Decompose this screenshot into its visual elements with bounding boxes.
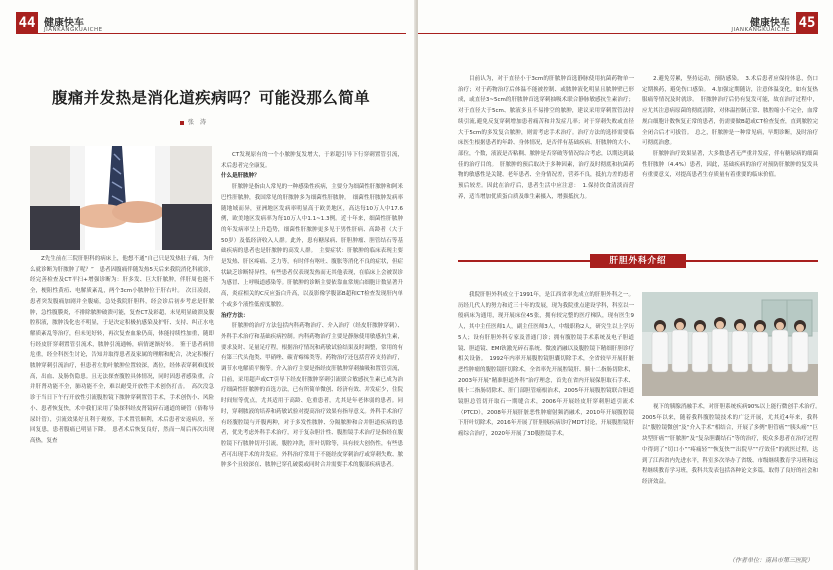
magazine-name: 健康快车 xyxy=(44,18,84,29)
column-3 xyxy=(458,74,634,250)
section-header xyxy=(458,254,818,268)
col3-paragraph: 目前认为，对于直径小于3cm的肝脓肿首选静脉使用抗菌药物单一治疗；对于药物治疗后体温不能被控制、或脓肿液化明显且脓肿壁已形成，或直径3~5cm的肝脓肿首选穿刺抽吸术联合静脉敏感抗生素治疗；对于直径大于5cm、脓液多且不易排空的脓肿，建议采用穿刺置管法持续引流,避免反复穿刺增加患者痛苦和并发症几率；对于穿刺失败或直径大于5cm的多发复合脓肿，则需考虑手术治疗。治疗方法的选择需要临床医生根据患者的年龄、身体情况，是否伴有基础疾病、肝脓肿的大小、部位，个数，液液是否粘稠、脓肿是否穿破等情况综合考虑，以期达到最佳的治疗目的。 肝脓肿的预后取决于多种因素，治疗及时彻底和抗菌药物的敏感性是关键、老年患者、全身情况差，营养不良，抵抗力差的患者预后较差。因此在治疗后，患者生活中应注意： 1.保持饮食清淡而营养，适当增加优质蛋白质及维生素摄入，增强抵抗力。 xyxy=(458,76,635,200)
subheading-treatment: 治疗方法： xyxy=(221,312,249,319)
col2-paragraph-2: 肝脓肿是指由人常见的一种感染性疾病，主要分为细菌性肝脓肿和阿米巴性肝脓肿，我国常见的肝脓肿多为细菌性肝脓肿。 细菌性肝脓肿发病率随地域而异，亚洲地区发病率明显高于欧美地区，高达每10万人中17.6例，欧美地区发病率为每10万人中1.1~1.3例。近十年来，细菌性肝脓肿的年发病率呈上升趋势，细菌性肝脓肿更多见于男性肝病、高龄者（大于50岁）及低经济收入人群。此外，患有糖尿病、肝胆肿瘤、胆管结石等基础疾病的患者也是肝脓肿的高发人群。 主要症状：肝脓肿的临床表现主要是发热、肝区疼痛、乏力等，有时伴有呕吐、腹胀等消化不良的症状，但症状缺乏诊断特异性，有些患者仅表现发热而无其他表现，在临床上会被误诊为感冒、上呼吸道感染等。肝脓肿的诊断主要依靠血常规白细胞计数显著升高，炎症相关的C反应蛋白升高，以及影像学腹部B超和CT检查发现肝内单个或多个液性低密度脓腔。 xyxy=(221,184,403,308)
left-folio xyxy=(16,12,396,40)
byline-marker xyxy=(180,121,184,125)
magazine-name: 健康快车 xyxy=(750,18,790,29)
col2-paragraph-3: 肝脓肿的治疗方法包括内科药物治疗、介入治疗（经皮肝脓肿穿刺）、外科手术治疗和基础疾病控制。内科药物治疗主要是静脉使用敏感抗生素，要求及时、足量足疗程，根据治疗情况和药敏试验结果及时调整，常用的有有第三代头孢类、甲硝唑、碳青霉烯类等。药物治疗还包括营养支持治疗，调节水电解质平衡等。介入治疗主要是指经皮肝脓肿穿刺抽吸和置管引流，目前，采用超声或CT引导下经皮肝脓肿穿刺引流联合敏感抗生素已成为治疗细菌性肝脓肿的首选方法，已有所简单微创、经济有效、并发症少，住院时间短等优点，尤其适用于高龄、危重患者，尤其是年老体弱的患者。同时，穿刺脓液的培养和药敏试验对提高治疗效果有指导意义。外科手术治疗有经腹腔镜与开腹两种，对于多发性脓肿、分隔脓肿和合并胆道疾病的患者，优先考虑外科手术治疗，对于复杂胆汁性、腹腔镜手术治疗是指经在腹腔镜下行脓肿切开引流，腹腔冲洗，肝叶切除等，具有较大创伤性，有些患者可出现手术的并发症。外科治疗常用于不能经皮穿刺治疗或穿刺失败、脓肿多个且较深在、脓肿已穿孔破裂或同时合并需要手术的腹部疾病患者。 xyxy=(221,323,403,469)
page-number: 44 xyxy=(16,12,38,34)
column-2 xyxy=(221,150,403,550)
abdominal-pain-photo xyxy=(30,146,212,250)
col5-paragraph: 我院肝胆外科成立于1991年，是江西省率先成立的肝胆外科之一。历经几代人的努力和近三十年的发展，现为我院重点建设学科，科室以一般病床为通用，现开展床位45张，拥有较完整的医疗梯队，现有医生9人，其中主任医师1人，副主任医师3人，中级职称2人，研究生以上学历5人；设有肝胆外科专家及普通门诊；拥有腹腔镜手术系统及电子胆道镜、胆道镜、EMI钬激光碎石系统、微波消融以及腹腔镜下精细肝胆诊疗相关设备。 1992年内率开展腹腔镜胆囊切除手术，全省较早开展肝脏恶性肿瘤的腹腔镜肝切除术，全省率先开展腔镜肝、胰十二指肠切除术，2003年开展“精准胆道外科”治疗理念，首先在省内开展保胆取石手术、胰十二指肠切除术、肝门部胆管癌根治术，2005年开展腹腔镜联合胆道镜胆总管切开取石一期缝合术，2006年开展经皮肝穿刺胆道引流术（PTCD），2008年开展肝脏恶性肿瘤射频消融术，2010年开展腹腔镜下肝叶切除术，2016年开展了肝胆胰疾病诊疗MDT讨论，开展腹腔镜肝癌综合治疗，2020年开展了3D腹腔镜手术。 xyxy=(458,292,635,438)
subheading-what-is: 什么是肝脓肿？ xyxy=(221,173,260,180)
header-rule xyxy=(418,33,818,34)
right-page xyxy=(418,0,833,570)
magazine-name-en: JIANKANGKUAICHE xyxy=(44,27,103,33)
right-folio xyxy=(418,12,818,40)
col4-paragraph: 2.避免劳累，坚持运动，预防感染。 3.术后患者应保持体息，伤口定期换药，避免伤口感染。 4.加强定期随访，注意体温变化，如有复热服痛等情况及时就诊。 肝脓肿治疗后仍有复发可能，故在治疗过程中，应尤其注意病原菌的彻底清除，对体温控制正常、脓腔缩小不完全，血常规白细胞计数恢复正常的患者，仍需要做B超或CT检查复查，直到脓腔完全闭合后才可拔管。 总之，肝脓肿是一种常见病，早期诊断，及时治疗可彻底治愈。 xyxy=(642,76,819,147)
article-headline: 腹痛并发热是消化道疾病吗？可能没那么简单 xyxy=(52,89,371,107)
author-affiliation: （作者单位：南昌市第三医院） xyxy=(728,557,813,564)
col4-paragraph-2: 肝脓肿治疗效果显著，大多数患者无严重并发症，伴有糖尿病的细菌性肝脓肿（4.4%）患者，因此，基础疾病的治疗对预防肝脓肿的复发具有重要意义，对提高患者生存质量有着重要的临床价值。 xyxy=(642,150,819,179)
column-5 xyxy=(458,290,634,552)
column-1 xyxy=(30,254,214,550)
author-name: 张 涛 xyxy=(188,119,207,126)
department-team-photo xyxy=(642,292,818,396)
page-number: 45 xyxy=(796,12,818,34)
section-title: 肝胆外科介绍 xyxy=(590,254,686,268)
column-4 xyxy=(642,74,818,250)
col6-paragraph: 视下的胰腺消融手术，对肝胆系统疾病90%以上能行微创手术治疗。 2005年以来，随着我科腹腔镜技术的广泛开展，尤其近4年来，我科以“腹腔镜微创”及“介入手术”相结合，开展了多例“胆管癌”“胰头癌”“巨块型肝癌”“肝脓肿”及“复杂胆囊结石”等的治疗，使众多患者在治疗过程中得到了“切口小”“疼痛轻”“恢复快”“出院早”“疗效佳”的就医过程，达到了江西省内先进水平，科室多次举办了省级、市级继续教育学习班和远程继续教育学习班，我科共发表包括各种论文多篇，取得了良好的社会和经济效益。 xyxy=(642,404,824,485)
header-rule xyxy=(16,33,406,34)
col2-paragraph: CT发现原有的一个小脓肿复发增大，于彩超引导下行穿刺置管引流，术后患者完全康复。 xyxy=(221,152,403,169)
magazine-name-en: JIANKANGKUAICHE xyxy=(731,27,790,33)
column-6 xyxy=(642,402,824,548)
byline xyxy=(180,117,206,126)
left-page xyxy=(0,0,416,570)
col1-paragraph: Z先生前在三院肝胆科的病床上，他想不通“自己只是发热肚子痛，为什么就诊断为肝脓肿了呢？” 患者因腹痛伴随发热5天后来我院消化科就诊，经完善检查及CT平扫+增强诊断为：肝多发、巨大肝脓肿，伴肝周也能不全，梗阻性黄疸、电解质紊乱，两个3cm小脓肿位于肝右叶。 次日凌晨，患者突发腹痛加剧并全腹痛，急处我院肝胆科，经会诊后初步考虑是肝脓肿，急性腹膜炎，不排除脓肿破溃可能，复查CT及彩超，未见明显破溃及腹腔积液，脓肿浅化也不明显，于是决定积极抗感染及护肝、支持、纠正水电解质紊乱等治疗，但未见好转，再次复查血象仍高，体能持续性加重，随即行经皮肝穿刺置管引流术，脓肿引流通畅，病情逐渐好转。 鉴于患者病情危重，经全科医生讨论，告知并取得患者及家属的理解和配合，决定积极行脓肿穿刺引流治疗，但患者左肋叶脓肿位置较深，离位，经体表穿刺难度较高，出血、及肠伤隐患。且无法探查腹腔具体情况，同时因患者感染重，合并肝肾功能不全，肺功能不全，难以耐受开放性手术创伤打击。 高次没急诊于当日下午行开放性引流腹腔镜下脓肿穿刺置管手术，手术创伤小、风险小、患者恢复快，术中我们采用了染探科经皮肾镜碎石通道的硬管（俗称导尿针管），引流效果好且利于观察，手术置管顺利，术后患者安返病房，至回复患，患者腹痛已明显下降。 患者术后恢复良好，然而一周后再次出现高热，复查 xyxy=(30,256,214,444)
